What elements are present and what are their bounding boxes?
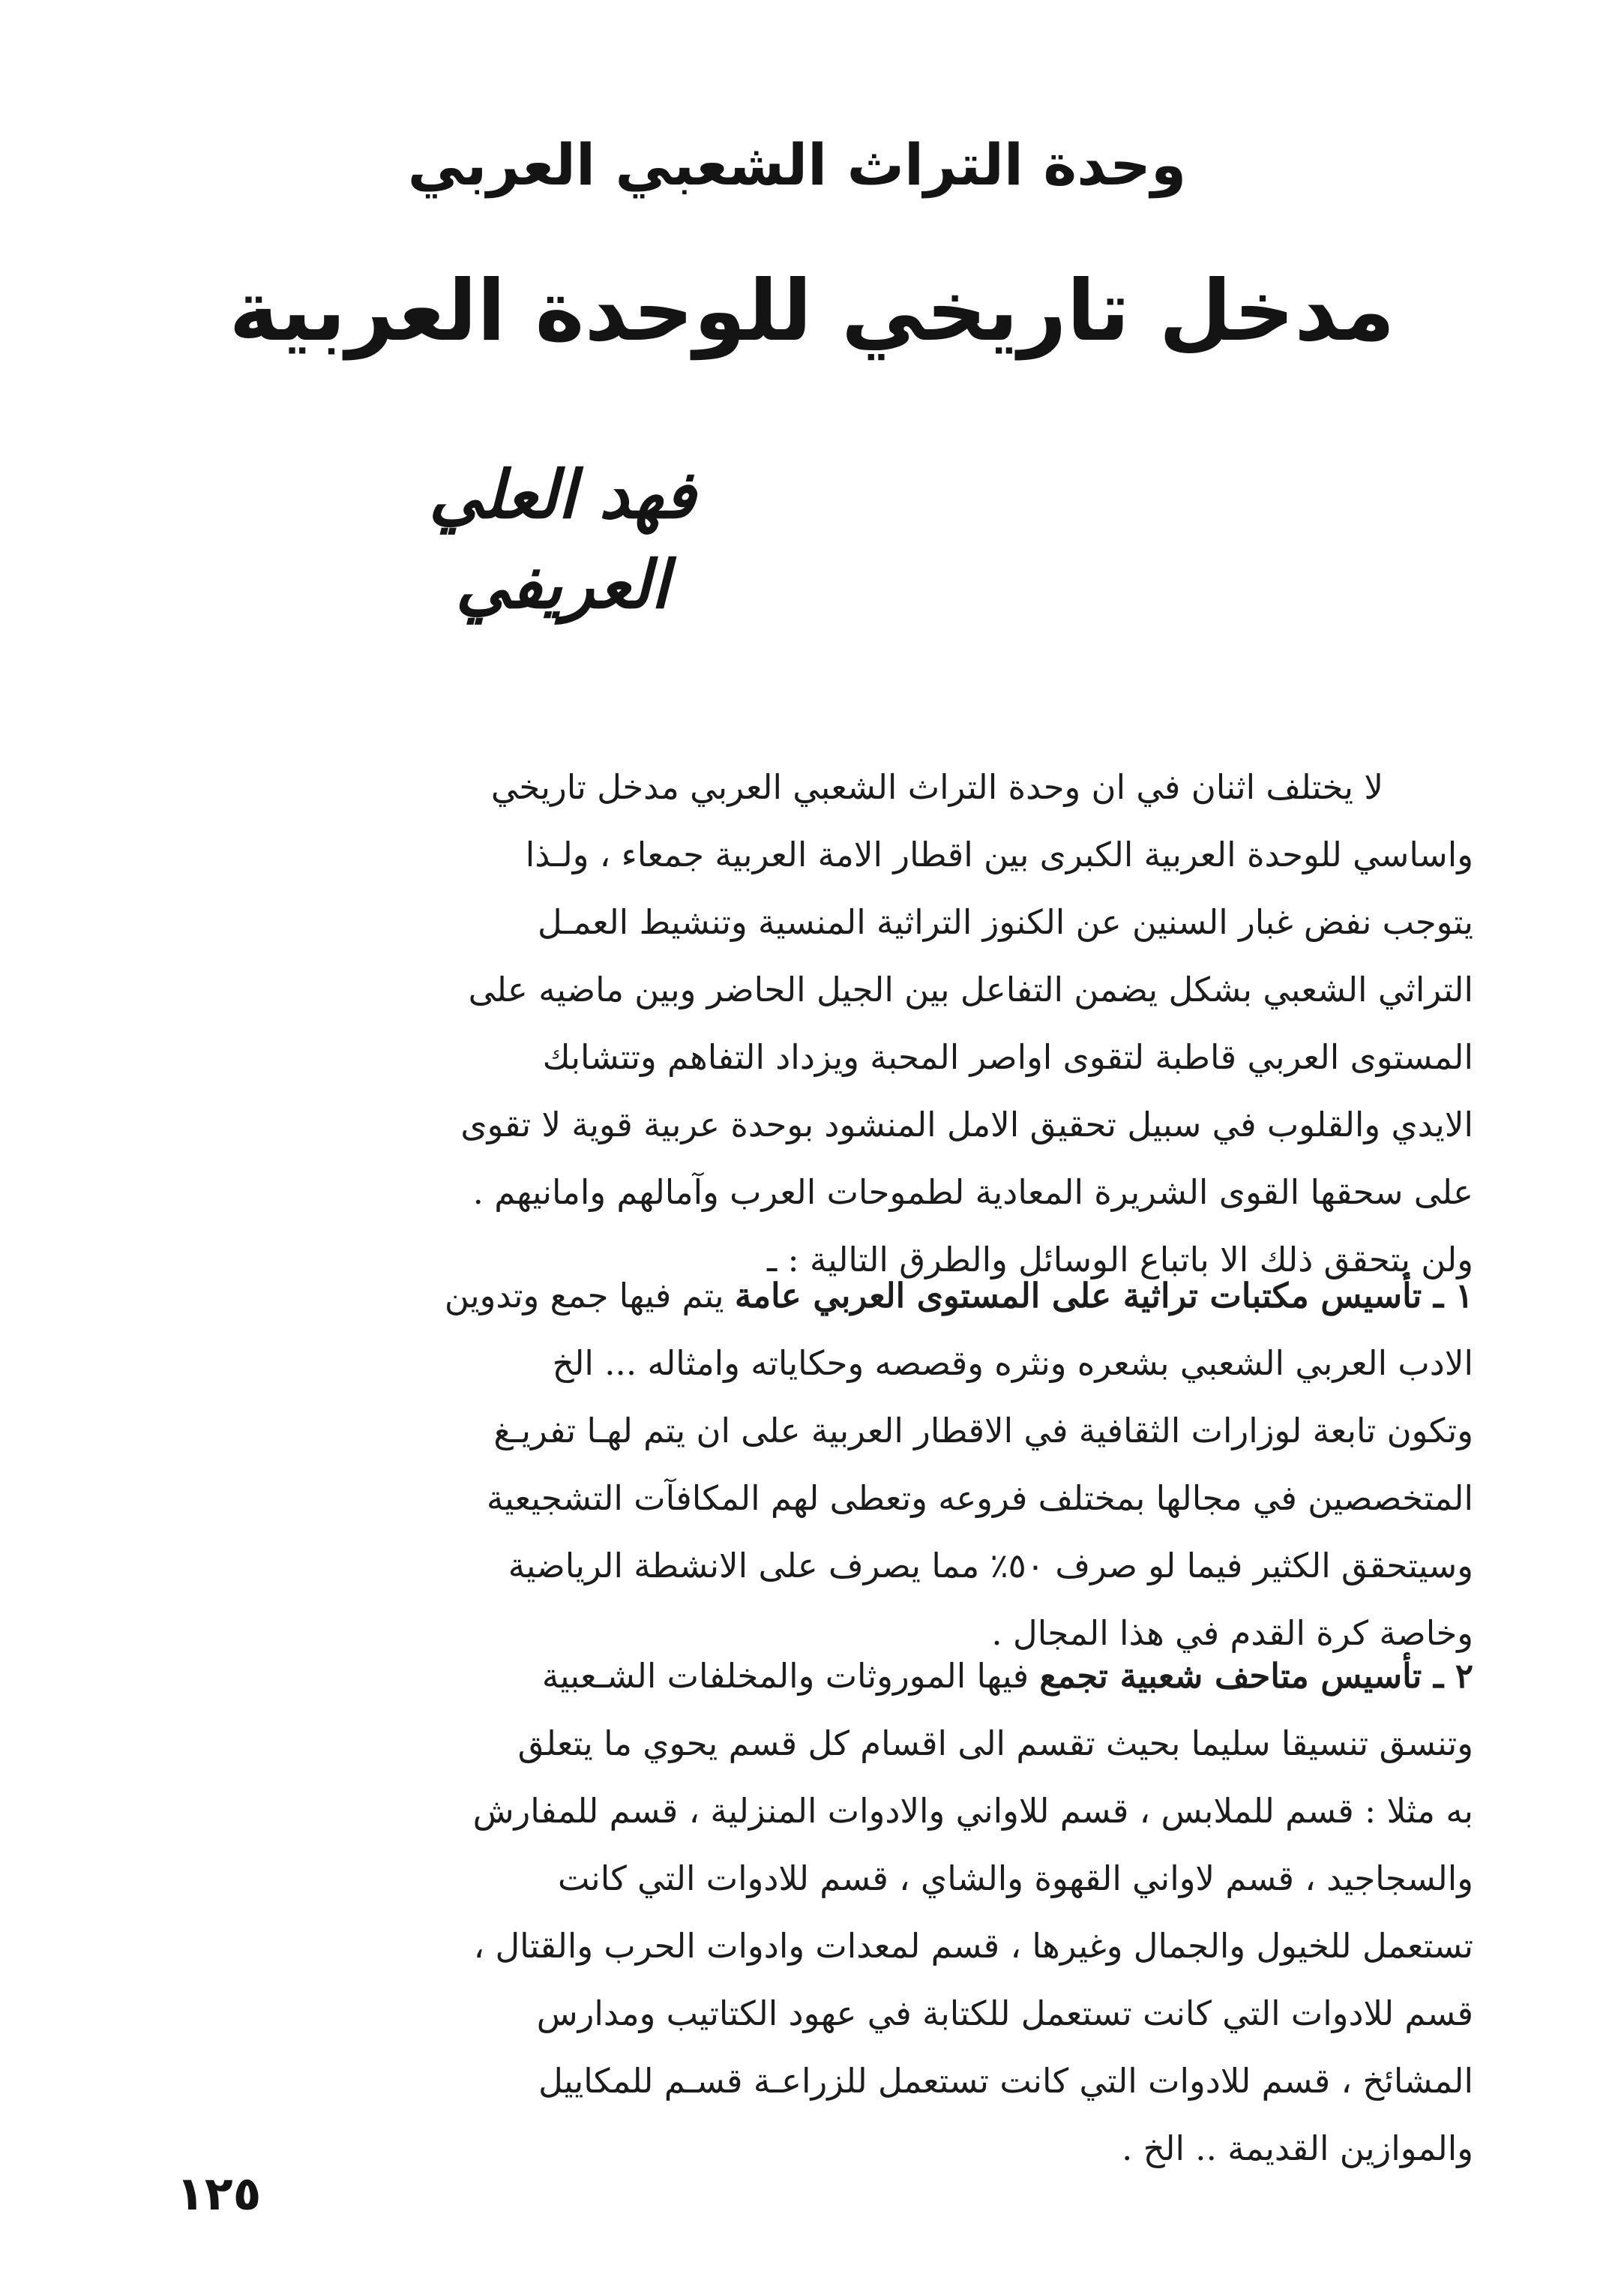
page-title: مدخل تاريخي للوحدة العربية: [229, 262, 1395, 360]
section-1-heading: ١ ـ تأسيس مكتبات تراثية على المستوى العربي عامة: [734, 1276, 1473, 1316]
text-line: والموازين القديمة .. الخ .: [1122, 2128, 1473, 2168]
section-1-paragraph: [176, 1262, 1473, 1667]
text-line: وتكون تابعة لوزارات الثقافية في الاقطار العربية على ان يتم لهـا تفريـغ: [493, 1411, 1473, 1450]
text-line: وتنسق تنسيقا سليما بحيث تقسم الى اقسام كل قسم يحوي ما يتعلق: [517, 1724, 1473, 1763]
author-name: فهد العلي العريفي: [429, 456, 696, 623]
intro-paragraph: [176, 754, 1473, 1294]
text-line: ولن يتحقق ذلك الا باتباع الوسائل والطرق التالية : ـ: [767, 1240, 1473, 1280]
text-line: لا يختلف اثنان في ان وحدة التراث الشعبي العربي مدخل تاريخي: [490, 767, 1383, 807]
section-1-first-line: [176, 1262, 1473, 1330]
text-line: على سحقها القوى الشريرة المعادية لطموحات العرب وآمالهم وامانيهم .: [472, 1172, 1473, 1212]
text-line: المشائخ ، قسم للادوات التي كانت تستعمل للزراعـة قسـم للمكاييل: [538, 2061, 1473, 2101]
section-1-first-rest: يتم فيها جمع وتدوين: [444, 1276, 735, 1316]
section-2-first-rest: فيها الموروثات والمخلفات الشـعبية: [541, 1656, 1040, 1696]
text-line: الادب العربي الشعبي بشعره ونثره وقصصه وحكاياته وامثاله ... الخ: [552, 1343, 1473, 1383]
page-number: ١٢٥: [176, 2166, 262, 2221]
text-line: قسم للادوات التي كانت تستعمل للكتابة في عهود الكتاتيب ومدارس: [536, 1994, 1473, 2033]
text-line: التراثي الشعبي بشكل يضمن التفاعل بين الجيل الحاضر وبين ماضيه على: [468, 970, 1473, 1010]
text-line: تستعمل للخيول والجمال وغيرها ، قسم لمعدات وادوات الحرب والقتال ،: [473, 1926, 1473, 1966]
subtitle: وحدة التراث الشعبي العربي: [407, 131, 1187, 198]
text-line: وخاصة كرة القدم في هذا المجال .: [991, 1613, 1473, 1653]
text-line: يتوجب نفض غبار السنين عن الكنوز التراثية المنسية وتنشيط العمـل: [537, 902, 1473, 942]
text-line: به مثلا : قسم للملابس ، قسم للاواني والادوات المنزلية ، قسم للمفارش: [472, 1791, 1473, 1831]
section-2-paragraph: [176, 1642, 1473, 2182]
text-line: الايدي والقلوب في سبيل تحقيق الامل المنشود بوحدة عربية قوية لا تقوى: [460, 1105, 1473, 1144]
section-2-heading: ٢ ـ تأسيس متاحف شعبية تجمع: [1039, 1656, 1473, 1696]
section-2-first-line: [176, 1642, 1473, 1710]
text-line: واساسي للوحدة العربية الكبرى بين اقطار الامة العربية جمعاء ، ولـذا: [525, 835, 1473, 874]
text-line: المتخصصين في مجالها بمختلف فروعه وتعطى لهم المكافآت التشجيعية: [486, 1478, 1473, 1518]
text-line: والسجاجيد ، قسم لاواني القهوة والشاي ، قسم للادوات التي كانت: [558, 1858, 1473, 1898]
text-line: وسيتحقق الكثير فيما لو صرف ٥٠٪ مما يصرف على الانشطة الرياضية: [508, 1546, 1473, 1586]
text-line: المستوى العربي قاطبة لتقوى اواصر المحبة ويزداد التفاهم وتتشابك: [542, 1037, 1473, 1077]
